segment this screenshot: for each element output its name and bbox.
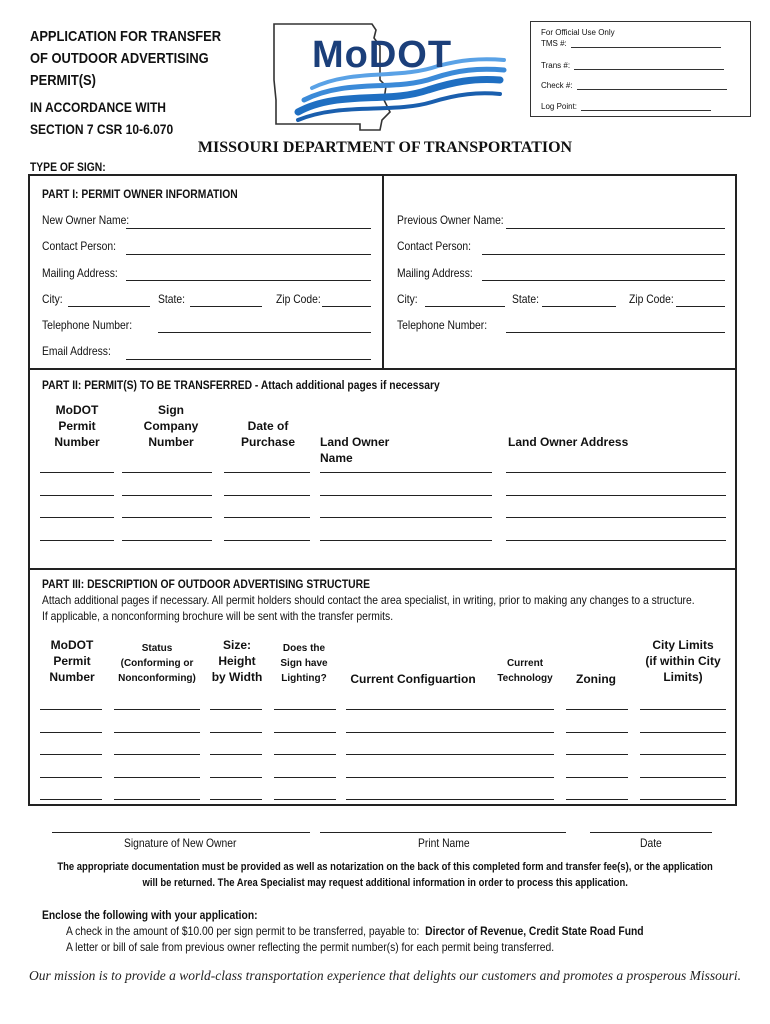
part2-row3-col4-field[interactable] <box>320 517 492 518</box>
previous-city-field[interactable] <box>425 306 505 307</box>
new-zip-field[interactable] <box>322 306 371 307</box>
tms-field[interactable] <box>571 39 721 48</box>
part2-col-sign: Sign Company Number <box>143 403 199 449</box>
part3-row4-col8-field[interactable] <box>640 777 726 778</box>
part3-col-config: Current Configuartion <box>350 672 476 686</box>
part3-row1-col3-field[interactable] <box>210 709 262 710</box>
signature-label: Signature of New Owner <box>124 836 237 850</box>
part3-row3-col4-field[interactable] <box>274 754 336 755</box>
print-name-line[interactable] <box>320 832 566 833</box>
part3-row4-col6-field[interactable] <box>494 777 554 778</box>
part3-row1-col4-field[interactable] <box>274 709 336 710</box>
part2-row2-col2-field[interactable] <box>122 495 212 496</box>
part3-col-status: Status (Conforming or Nonconforming) <box>118 643 196 684</box>
part2-row3-col2-field[interactable] <box>122 517 212 518</box>
new-telephone-field[interactable] <box>158 332 371 333</box>
part3-row3-col3-field[interactable] <box>210 754 262 755</box>
previous-state-field[interactable] <box>542 306 616 307</box>
part2-row4-col4-field[interactable] <box>320 540 492 541</box>
part1-divider <box>382 176 384 368</box>
part3-row1-col7-field[interactable] <box>566 709 628 710</box>
part2-title: PART II: PERMIT(S) TO BE TRANSFERRED - Attach additional pages if necessary <box>42 378 440 392</box>
part3-row2-col2-field[interactable] <box>114 732 200 733</box>
trans-field[interactable] <box>574 61 724 70</box>
form-title: APPLICATION FOR TRANSFER OF OUTDOOR ADVERTISING PERMIT(S) <box>30 28 222 89</box>
part3-row2-col7-field[interactable] <box>566 732 628 733</box>
new-city-field[interactable] <box>68 306 150 307</box>
log-point-field[interactable] <box>581 102 711 111</box>
part3-row4-col3-field[interactable] <box>210 777 262 778</box>
part3-row2-col8-field[interactable] <box>640 732 726 733</box>
part2-row3-col1-field[interactable] <box>40 517 114 518</box>
logo-wordmark: MoDOT <box>312 34 453 76</box>
part3-col-size: Size: Height by Width <box>211 638 263 684</box>
part2-row1-col4-field[interactable] <box>320 472 492 473</box>
part2-row2-col4-field[interactable] <box>320 495 492 496</box>
part2-row1-col3-field[interactable] <box>224 472 310 473</box>
part2-col-date: Date of Purchase <box>240 419 296 449</box>
part3-row5-col3-field[interactable] <box>210 799 262 800</box>
part3-row4-col4-field[interactable] <box>274 777 336 778</box>
part3-row4-col2-field[interactable] <box>114 777 200 778</box>
part2-row3-col5-field[interactable] <box>506 517 726 518</box>
new-contact-field[interactable] <box>126 254 371 255</box>
enclose-item-2: A letter or bill of sale from previous owner reflecting the permit number(s) for each permit being transferred. <box>66 940 555 954</box>
part3-desc-2: If applicable, a nonconforming brochure will be sent with the transfer permits. <box>42 609 394 623</box>
part3-col-city-limits: City Limits (if within City Limits) <box>645 638 721 684</box>
previous-mailing-field[interactable] <box>482 280 725 281</box>
part2-row4-col3-field[interactable] <box>224 540 310 541</box>
part2-row2-col1-field[interactable] <box>40 495 114 496</box>
part3-row3-col8-field[interactable] <box>640 754 726 755</box>
enclose-title: Enclose the following with your application: <box>42 908 258 922</box>
part2-col-land-address: Land Owner Address <box>508 435 629 449</box>
part3-row5-col8-field[interactable] <box>640 799 726 800</box>
part2-row4-col2-field[interactable] <box>122 540 212 541</box>
type-of-sign-label: TYPE OF SIGN: <box>30 160 106 174</box>
part3-col-technology: Current Technology <box>497 658 553 684</box>
new-owner-name-field[interactable] <box>126 228 371 229</box>
new-mailing-field[interactable] <box>126 280 371 281</box>
new-state-field[interactable] <box>190 306 262 307</box>
part3-row3-col7-field[interactable] <box>566 754 628 755</box>
part2-col-permit: MoDOT Permit Number <box>54 403 100 449</box>
part3-row3-col2-field[interactable] <box>114 754 200 755</box>
part2-divider <box>30 368 735 370</box>
part3-row5-col4-field[interactable] <box>274 799 336 800</box>
date-label: Date <box>640 836 662 850</box>
notice-line-1: The appropriate documentation must be provided as well as notarization on the back of this completed form and transfer fee(s), or the application <box>57 861 713 873</box>
previous-owner-name-field[interactable] <box>506 228 725 229</box>
previous-telephone-field[interactable] <box>506 332 725 333</box>
part3-desc-1: Attach additional pages if necessary. All permit holders should contact the area specialist, in writing, prior to making any changes to a structure. <box>42 593 695 607</box>
part3-row5-col7-field[interactable] <box>566 799 628 800</box>
department-name: MISSOURI DEPARTMENT OF TRANSPORTATION <box>197 139 573 156</box>
part3-row1-col1-field[interactable] <box>40 709 102 710</box>
part2-row3-col3-field[interactable] <box>224 517 310 518</box>
part3-title: PART III: DESCRIPTION OF OUTDOOR ADVERTISING STRUCTURE <box>42 577 370 591</box>
part3-row1-col6-field[interactable] <box>494 709 554 710</box>
check-field[interactable] <box>577 81 727 90</box>
official-use-box: For Official Use Only TMS #: Trans #: Check #: Log Point: <box>530 21 751 117</box>
enclose-item-1: A check in the amount of $10.00 per sign permit to be transferred, payable to: Director of Revenue, Credit State Road Fund <box>66 924 644 938</box>
notice-line-2: will be returned. The Area Specialist may request additional information in order to process this application. <box>142 877 628 889</box>
part3-row5-col6-field[interactable] <box>494 799 554 800</box>
part3-row5-col1-field[interactable] <box>40 799 102 800</box>
print-name-label: Print Name <box>418 836 470 850</box>
part3-col-zoning: Zoning <box>576 672 616 686</box>
mission-statement: Our mission is to provide a world-class transportation experience that delights our customers and promotes a prosperous Missouri. <box>29 968 741 983</box>
part3-row2-col6-field[interactable] <box>494 732 554 733</box>
part2-row1-col1-field[interactable] <box>40 472 114 473</box>
part3-row1-col8-field[interactable] <box>640 709 726 710</box>
part3-col-permit: MoDOT Permit Number <box>49 638 95 684</box>
part2-row2-col5-field[interactable] <box>506 495 726 496</box>
new-email-field[interactable] <box>126 359 371 360</box>
part3-row1-col2-field[interactable] <box>114 709 200 710</box>
part3-row5-col2-field[interactable] <box>114 799 200 800</box>
part3-col-lighting: Does the Sign have Lighting? <box>280 643 328 684</box>
part2-row2-col3-field[interactable] <box>224 495 310 496</box>
signature-line[interactable] <box>52 832 310 833</box>
part2-col-land-name: Land Owner Name <box>320 435 390 465</box>
part2-row4-col1-field[interactable] <box>40 540 114 541</box>
part3-row4-col7-field[interactable] <box>566 777 628 778</box>
form-subtitle: IN ACCORDANCE WITH SECTION 7 CSR 10-6.070 <box>30 99 174 137</box>
part3-row3-col1-field[interactable] <box>40 754 102 755</box>
previous-contact-field[interactable] <box>482 254 725 255</box>
modot-logo <box>268 20 512 136</box>
main-form-box: PART I: PERMIT OWNER INFORMATION New Owner Name: Contact Person: Mailing Address: City: State: Zip Code: Telephone Number: Email Address: Previous Owner Name: Contact Person: Mailing Address: City: State: Zip Code: Telephone Number: PART II: PERMIT(S) TO BE TRANSFERRED - Attach additional pages if necessary MoDOT Permit Number Sign Company Number Date of Purchase Land Owner Name Land Owner Address PART III: DESCRIPTION OF OUTDOOR ADVERTISING STRUCTURE Attach additional pages if necessary. All permit holders should contact the area specialist, in writing, prior to making any changes to a structure. If applicable, a nonconforming brochure will be sent with the transfer permits. MoDOT Permit Number Status (Conforming or Nonconforming) Size: Height by Width Does the Sign have Lighting? Current Configuartion Current Technology Zoning City Limits (if within City Limits) <box>28 174 737 806</box>
part3-row2-col1-field[interactable] <box>40 732 102 733</box>
part3-row4-col1-field[interactable] <box>40 777 102 778</box>
part3-row2-col4-field[interactable] <box>274 732 336 733</box>
part2-row1-col2-field[interactable] <box>122 472 212 473</box>
part2-row4-col5-field[interactable] <box>506 540 726 541</box>
part3-row2-col3-field[interactable] <box>210 732 262 733</box>
part2-row1-col5-field[interactable] <box>506 472 726 473</box>
date-line[interactable] <box>590 832 712 833</box>
previous-zip-field[interactable] <box>676 306 725 307</box>
part3-row3-col6-field[interactable] <box>494 754 554 755</box>
part1-title: PART I: PERMIT OWNER INFORMATION <box>42 187 238 201</box>
part3-divider <box>30 568 735 570</box>
